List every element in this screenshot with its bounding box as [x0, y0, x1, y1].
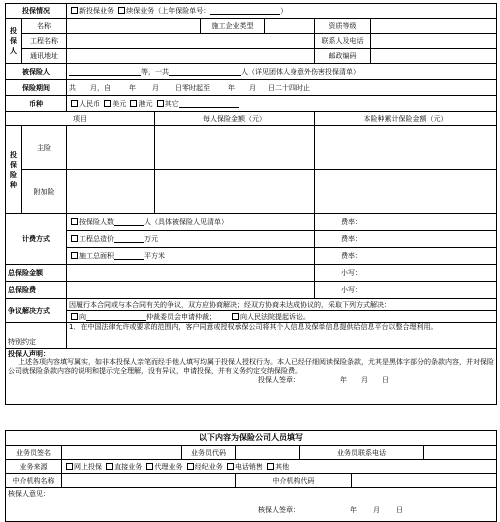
- application-status-options: [67, 4, 497, 19]
- qualification-label: 资质等级: [315, 19, 371, 34]
- insured-text-a: 等，一共: [141, 67, 169, 76]
- new-business-checkbox[interactable]: [71, 7, 78, 14]
- litigation-checkbox[interactable]: [232, 313, 239, 320]
- project-name-field[interactable]: [67, 34, 315, 49]
- row-special: [6, 323, 497, 349]
- declaration-block: [6, 349, 497, 405]
- main-risk-label: 主险: [22, 126, 67, 170]
- row-dispute-2: [6, 311, 497, 323]
- insured-text-b: 人（详见团体人身意外伤害投保清单）: [241, 67, 360, 76]
- currency-hkd-label: 港元: [138, 99, 153, 108]
- arbitration-checkbox[interactable]: [71, 313, 78, 320]
- main-risk-each-field[interactable]: [155, 126, 315, 170]
- total-premium-upper-field[interactable]: [67, 282, 315, 299]
- rate-1-field[interactable]: [315, 214, 497, 231]
- row-underwriter: [6, 488, 497, 522]
- currency-rmb-label: 人民币: [79, 99, 100, 108]
- row-premium-method-2: [6, 231, 497, 248]
- underwriter-sign-line: 核保人签章： 年 月 日: [258, 506, 403, 514]
- prior-policy-number-field[interactable]: [210, 7, 280, 15]
- total-amount-label: 总保险金额: [6, 265, 67, 282]
- source-label: 业务来源: [6, 460, 62, 474]
- area-field[interactable]: [114, 252, 144, 260]
- applicant-name-field[interactable]: [67, 19, 201, 34]
- address-field[interactable]: [67, 49, 315, 64]
- row-dispute-1: [6, 299, 497, 311]
- application-table: [5, 3, 497, 405]
- agency-name-field[interactable]: [62, 474, 236, 488]
- underwriter-block[interactable]: [6, 488, 497, 522]
- source-other-checkbox[interactable]: [267, 463, 274, 470]
- row-total-premium: [6, 282, 497, 299]
- currency-hkd-checkbox[interactable]: [130, 100, 137, 107]
- insured-field: [67, 64, 497, 80]
- row-address: [6, 49, 497, 64]
- source-phone-checkbox[interactable]: [227, 463, 234, 470]
- row-agency: [6, 474, 497, 488]
- applicant-sign-label: 投保人签章：: [258, 376, 300, 384]
- premium-method-opt1: 按保险人数 人（具体被保险人见清单）: [67, 214, 315, 231]
- row-coverage-header: [6, 112, 497, 126]
- row-premium-method-3: [6, 248, 497, 265]
- row-application-status: [6, 4, 497, 19]
- underwriter-opinion-label: 核保人意见：: [8, 490, 50, 498]
- row-premium-method-1: [6, 214, 497, 231]
- additional-risk-field[interactable]: [67, 170, 155, 214]
- project-name-label: 工程名称: [22, 34, 67, 49]
- project-cost-field[interactable]: [114, 235, 144, 243]
- renewal-close-paren: ）: [280, 7, 288, 15]
- row-applicant-name: [6, 19, 497, 34]
- currency-other-field[interactable]: [179, 100, 239, 108]
- currency-other-label: 其它: [164, 99, 179, 108]
- total-amount-upper-field[interactable]: [67, 265, 315, 282]
- declaration-sign-line: 投保人签章： 年 月 日: [258, 376, 389, 384]
- rate-3-label: 费率：: [341, 252, 362, 260]
- special-text: 1．在中国法律允许或要求的范围内，客户同意或授权承保公司将其个人信息及保单信息提供给信息平台以整合理利用。: [67, 323, 497, 349]
- row-declaration: [6, 349, 497, 405]
- source-options: 网上投保 直接业务 代理业务 经纪业务 电话销售 其他: [62, 460, 497, 474]
- application-status-label: 投保情况: [6, 4, 67, 19]
- by-project-cost-checkbox[interactable]: [71, 235, 78, 242]
- agent-code-label: 业务员代码: [182, 446, 236, 460]
- additional-risk-each-field[interactable]: [155, 170, 315, 214]
- total-amount-lower-field[interactable]: [315, 265, 497, 282]
- source-direct-checkbox[interactable]: [106, 463, 113, 470]
- insured-count-field[interactable]: [169, 68, 241, 76]
- row-project: [6, 34, 497, 49]
- renewal-checkbox[interactable]: [118, 7, 125, 14]
- currency-options: [67, 96, 497, 112]
- rate-2-label: 费率：: [341, 235, 362, 243]
- insured-name-field[interactable]: [69, 68, 141, 76]
- dispute-line1: 因履行本合同或与本合同有关的争议，双方应协商解决；经双方协商未达成协议的，采取下列方式解决：: [67, 299, 497, 311]
- premium-method-opt2: 工程总造价 万元: [67, 231, 315, 248]
- premium-method-label: 计费方式: [6, 214, 67, 265]
- rate-1-label: 费率：: [341, 218, 362, 226]
- renewal-label: 续保业务（上年保险单号：: [126, 7, 211, 15]
- currency-label: 币种: [6, 96, 67, 112]
- currency-usd-label: 美元: [112, 99, 127, 108]
- source-agency-checkbox[interactable]: [146, 463, 153, 470]
- row-insured: [6, 64, 497, 80]
- row-main-risk: [6, 126, 497, 170]
- total-premium-label: 总保险费: [6, 282, 67, 299]
- coverage-item-header: 项目: [6, 112, 155, 126]
- rate-3-field[interactable]: [315, 248, 497, 265]
- underwriter-sign-label: 核保人签章：: [258, 506, 300, 514]
- row-additional-risk: [6, 170, 497, 214]
- agency-code-label: 中介机构代码: [236, 474, 352, 488]
- agent-phone-label: 业务员联系电话: [300, 446, 424, 460]
- applicant-name-label: 名称: [22, 19, 67, 34]
- enterprise-type-label: 施工企业类型: [201, 19, 265, 34]
- address-label: 通讯地址: [22, 49, 67, 64]
- total-premium-lower-label: 小写：: [341, 286, 362, 294]
- row-period: [6, 80, 497, 96]
- premium-method-opt3: 施工总面积 平方米: [67, 248, 315, 265]
- currency-other-checkbox[interactable]: [157, 100, 164, 107]
- total-amount-lower-label: 小写：: [341, 269, 362, 277]
- contact-label: 联系人及电话: [315, 34, 371, 49]
- coverage-each-header: 每人保险金额（元）: [155, 112, 315, 126]
- period-field[interactable]: 共 月，自 年 月 日零时起至 年 月 日二十四时止: [67, 80, 497, 96]
- declaration-body: 上述各项内容填写属实，如非本投保人亲笔而经手他人填写均属于投保人授权行为。本人已经仔细阅读保险条款，尤其是黑体字部分的条款内容，并对保险公司就保险条款内容的说明和提示完全理解，没有异议，申请投保，并有义务约定交纳保险费。: [8, 358, 494, 375]
- dispute-label: 争议解决方式: [6, 299, 67, 323]
- row-agent: [6, 446, 497, 460]
- row-company-title: [6, 431, 497, 446]
- special-label: 特别约定: [6, 323, 67, 349]
- row-currency: [6, 96, 497, 112]
- company-section-title: 以下内容为保险公司人员填写: [6, 431, 497, 446]
- postcode-field[interactable]: [371, 49, 497, 64]
- coverage-group-label: 投 保 险 种: [6, 126, 22, 214]
- new-business-label: 新投保业务: [79, 7, 114, 15]
- agency-name-label: 中介机构名称: [6, 474, 62, 488]
- dispute-options: 向 仲裁委员会申请仲裁； 向人民法院提起诉讼。: [67, 311, 497, 323]
- by-headcount-checkbox[interactable]: [71, 218, 78, 225]
- source-online-checkbox[interactable]: [66, 463, 73, 470]
- coverage-total-header: 本险种累计保险金额（元）: [315, 112, 497, 126]
- currency-rmb-checkbox[interactable]: [71, 100, 78, 107]
- total-premium-lower-field[interactable]: [315, 282, 497, 299]
- rate-2-field[interactable]: [315, 231, 497, 248]
- company-table: [5, 430, 497, 522]
- headcount-field[interactable]: [114, 218, 144, 226]
- by-area-checkbox[interactable]: [71, 252, 78, 259]
- agent-code-field[interactable]: [236, 446, 300, 460]
- agent-phone-field[interactable]: [424, 446, 497, 460]
- main-risk-field[interactable]: [67, 126, 155, 170]
- postcode-label: 邮政编码: [315, 49, 371, 64]
- currency-usd-checkbox[interactable]: [104, 100, 111, 107]
- agency-code-field[interactable]: [352, 474, 497, 488]
- agent-name-field[interactable]: [62, 446, 182, 460]
- insured-label: 被保险人: [6, 64, 67, 80]
- main-risk-total-field[interactable]: [315, 126, 497, 170]
- period-label: 保险期间: [6, 80, 67, 96]
- contact-field[interactable]: [371, 34, 497, 49]
- enterprise-type-field[interactable]: [265, 19, 315, 34]
- additional-risk-total-field[interactable]: [315, 170, 497, 214]
- declaration-title: 投保人声明：: [8, 350, 50, 358]
- row-total-amount: [6, 265, 497, 282]
- arbitration-committee-field[interactable]: [86, 313, 146, 321]
- row-source: [6, 460, 497, 474]
- additional-risk-label: 附加险: [22, 170, 67, 214]
- source-broker-checkbox[interactable]: [187, 463, 194, 470]
- qualification-field[interactable]: [371, 19, 497, 34]
- agent-name-label: 业务员签名: [6, 446, 62, 460]
- applicant-group-label: 投 保 人: [6, 19, 22, 64]
